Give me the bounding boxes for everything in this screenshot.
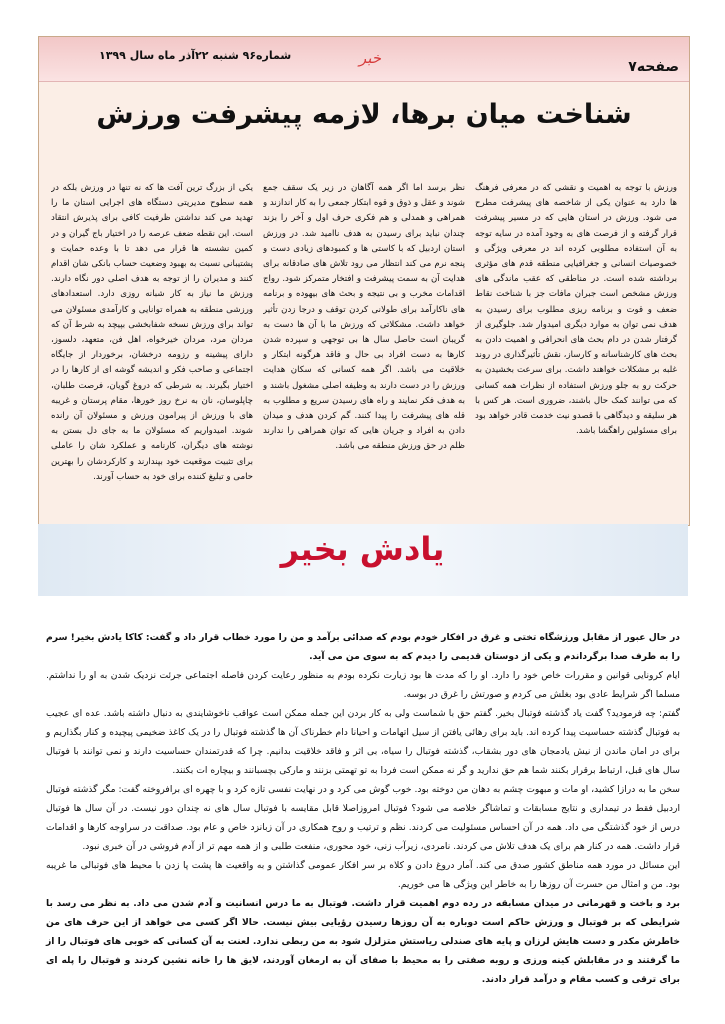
article-column-middle xyxy=(263,181,465,511)
header-bar xyxy=(39,37,689,82)
second-article-title: یادش بخیر xyxy=(280,530,445,568)
article-columns xyxy=(51,181,677,511)
paragraph: برد و باخت و قهرمانی در میدان مسابقه در رده دوم اهمیت قرار داشت. فوتبال به ما درس انسانیت و آدم شدن می داد. به نظر می رسد با شرایطی که بر فوتبال و ورزش حاکم است دوباره به آن روزها رسیدن رؤیایی بیش نیست. حالا اگر کسی می خواهد از این حرف های من خاطرش مکدر و دست هایش لرزان و پایه های صندلی ریاستش متزلزل شود به من ربطی ندارد. لعنت به آن کسانی که خوبی های فوتبال را از ما گرفتند و در مقابلش کینه ورزی و روبه صفتی را به محیط با صفای آن به ارمغان آوردند، لایق ها را خانه نشین کردند و فوتبال را پله ای برای ترقی و کسب مقام و درآمد قرار دادند. xyxy=(46,898,680,985)
article-column-left xyxy=(51,181,253,511)
paragraph: ایام کرونایی قوانین و مقررات خاص خود را دارد. او را که مدت ها بود زیارت نکرده بودم به منظور رعایت کردن فاصله اجتماعی جرئت نزدیک شدن به او را نداشتم. مسلما اگر شرایط عادی بود بغلش می کردم و صورتش را غرق در بوسه. xyxy=(46,670,680,700)
article-headline: شناخت میان برها، لازمه پیشرفت ورزش xyxy=(96,99,632,130)
column-text: نظر برسد اما اگر همه آگاهان در زیر یک سقف جمع شوند و عقل و ذوق و قوه ابتکار جمعی را به کار اندازند و همراهی و همدلی و هم فکری حرف اول و آخر را بزند چندان نباید برای رسیدن به هدف ناامید شد. در ورزش استان اردبیل که با کاستی ها و کمبودهای زیادی دست و پنجه نرم می کند انتظار می رود تلاش های صادقانه برای هدایت آن به سمت پیشرفت و افتخار متمرکز شود. رواج اقدامات مخرب و بی نتیجه و بحث های بیهوده و برنامه های ناکارآمد برای طولانی کردن توقف و درجا زدن تأثیر خواهد داشت. مشکلاتی که ورزش ما با آن ها دست به گریبان است حاصل سال ها بی توجهی و سپرده شدن کارها به دست افراد بی حال و فاقد هرگونه ابتکار و خلاقیت می باشد. اگر همه کسانی که سکان هدایت ورزش را در دست دارند به وظیفه اصلی مشغول باشند و به هدف فکر نمایند و راه های رسیدن سریع و مطلوب به قله های پیشرفت را پیدا کنند. گم کردن هدف و میدان دادن به افراد و جریان هایی که توان همراهی را ندارند ظلم در حق ورزش منطقه می باشد. xyxy=(263,183,465,452)
column-text: ورزش با توجه به اهمیت و نقشی که در معرفی فرهنگ ها دارد به عنوان یکی از شاخصه های پیشرفت مطرح می شود. ورزش در استان هایی که در مسیر پیشرفت قرار گرفته و از فرصت های به وجود آمده در سایه توجه به آن استفاده مطلوبی کرده اند در معرفی ویژگی و خصوصیات انسانی و جغرافیایی منطقه قدم های مؤثری برداشته شده است. در مناطقی که عقب ماندگی های ورزش مشخص است جبران مافات جز با شناخت نقاط ضعف و قوت و برنامه ریزی مطلوب برای رسیدن به هدف نمی توان به موارد دیگری امیدوار شد. جلوگیری از گرفتار شدن در دام بحث های انحرافی و اهمیت دادن به بحث های کارشناسانه و کارساز، نقش تأثیرگذاری در روند غلبه بر مشکلات خواهند داشت. برای سرعت بخشیدن به حرکت رو به جلو ورزش استفاده از نظرات همه کسانی که می توانند کمک حال باشند، ضروری است. هر کس با هر سلیقه و دیدگاهی با قصدو نیت خدمت قادر خواهد بود برای مسئولین راهگشا باشد. xyxy=(475,183,677,437)
newspaper-logo: خبر xyxy=(359,49,382,67)
article-frame xyxy=(38,36,690,526)
issue-info: شماره۹۶ شنبه ۲۲آذر ماه سال ۱۳۹۹ xyxy=(99,49,292,62)
column-text: یکی از بزرگ ترین آفت ها که نه تنها در ورزش بلکه در همه سطوح مدیریتی دستگاه های اجرایی استان ما را تهدید می کند نداشتن ظرفیت کافی برای پذیرش انتقاد است. این نقطه ضعف عرصه را در اختیار باج گیران و در کمین نشسته ها قرار می دهد تا با وعده حمایت و پشتیبانی نسبت به بهبود وضعیت حساب بانکی شان اقدام کنند و مدیران را از توجه به هدف اصلی دور نگاه دارند. ورزش ما نیاز به کار شبانه روزی دارد. استعدادهای ورزشی منطقه به همراه توانایی و کارآمدی مسئولان می تواند برای ورزش نسخه شفابخشی بپیچد به شرط آن که مردان مرد، مردان خیرخواه، اهل فن، متعهد، دلسوز، دارای پیشینه و رزومه درخشان، برخوردار از جایگاه اجتماعی و صاحب فکر و اندیشه گوشه ای از کارها را در اختیار بگیرند. به شرطی که دروغ گویان، فرصت طلبان، چاپلوسان، نان به نرخ روز خورها، مقام پرستان و غریبه های با ورزش از پیرامون ورزش و مسئولان آن رانده شوند. امیدواریم که مسئولان ما به جای دل بستن به نوشته های دیگران، کارنامه و عملکرد شان را عاملی برای تثبیت موقعیت خود بپندارند و کارکردشان را بهترین حامی و تبلیغ کننده برای خود به حساب آورند. xyxy=(51,183,253,482)
paragraph: گفتم: چه فرمودید؟ گفت یاد گذشته فوتبال بخیر. گفتم حق با شماست ولی به کار بردن این جمله ممکن است عواقب ناخوشایندی به دنبال داشته باشد. عده ای عجیب به فوتبال گذشته حساسیت پیدا کرده اند. باید برای رهائی یافتن از سیل اتهامات و احیانا دام خطرناک آن ها گذشته فوتبال را در یک کاغذ ضخیمی پیچیده و کنار بگذاریم و برای در امان ماندن از نیش یادمجان های دور بشقاب، گذشته فوتبال را سیاه، بی اثر و فاقد خلاقیت بدانیم. چرا که قدرتمندان حساسیت دارند و نمی توانند با فوتبال سال های قبل، ارتباط برقرار بکنند شما هم حق ندارید و گر نه ممکن است فردا به تو تهمتی بزنند و مارکی بچسبانند و بیچاره ات بکنند. xyxy=(46,708,680,776)
paragraph: این مسائل در مورد همه مناطق کشور صدق می کند. آمار دروغ دادن و کلاه بر سر افکار عمومی گذاشتن و به واقعیت ها پشت پا زدن با محیط های فوتبالی ما غریبه بود. من و امثال من حسرت آن روزها را به خاطر این ویژگی ها می خوریم. xyxy=(46,860,680,890)
paragraph: در حال عبور از مقابل ورزشگاه تختی و غرق در افکار خودم بودم که صدائی برآمد و من را مورد خطاب قرار داد و گفت: کاکا یادش بخیر! سرم را به طرف صدا برگرداندم و یکی از دوستان قدیمی را دیدم که به سوی من می آید. xyxy=(46,632,680,662)
paragraph: سخن ما به درازا کشید، او مات و مبهوت چشم به دهان من دوخته بود. خوب گوش می کرد و در نهایت نفسی تازه کرد و با چهره ای برافروخته گفت: مگر گذشته فوتبال اردبیل فقط در تیمداری و نتایج مسابقات و تماشاگر خلاصه می شود؟ فوتبال امروزاصلا قابل مقایسه با فوتبال سال های نه چندان دور نیست. در آن سال ها فوتبال درس از خود گذشتگی می داد. همه در آن احساس مسئولیت می کردند. نظم و ترتیب و روح همکاری در آن زبانزد خاص و عام بود. صداقت در سراوجه کارها و اقدامات قرار داشت. همه در کنار هم برای یک هدف تلاش می کردند. نامردی، زیرآب زنی، خود محوری، منفعت طلبی و از همه مهم تر از آدم فروشی در آن خبری نبود. xyxy=(46,784,680,852)
second-article-body xyxy=(46,628,680,989)
page-number: صفحه۷ xyxy=(628,59,679,75)
article-column-right xyxy=(475,181,677,511)
